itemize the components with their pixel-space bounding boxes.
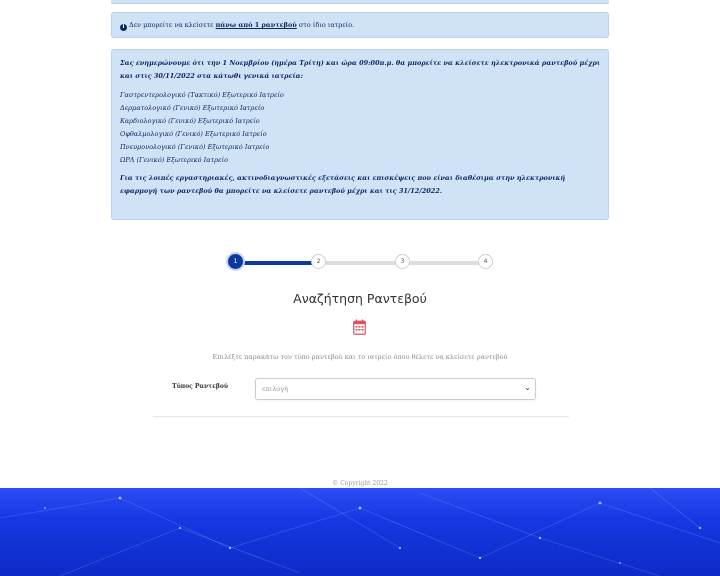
step-3[interactable]: 3	[395, 254, 410, 269]
clinic-list	[120, 89, 600, 167]
step-1[interactable]: 1	[228, 254, 243, 269]
chevron-down-icon: ⌄	[524, 383, 531, 392]
notice-small-link: πάνω από 1 ραντεβού	[215, 21, 297, 29]
progress-stepper	[228, 252, 494, 274]
appointment-type-select[interactable]	[255, 378, 536, 400]
clinic-list-item: Οφθαλμολογικό (Γενικό) Εξωτερικό Ιατρείο	[120, 130, 267, 138]
clinic-list-item: Πνευμονολογικό (Γενικό) Εξωτερικό Ιατρείο	[120, 143, 270, 151]
form-divider	[153, 416, 569, 417]
notice-big-lead: Σας ενημερώνουμε ότι την 1 Νοεμβρίου (ημέρα Τρίτη) και ώρα 09:00π.μ. θα μπορείτε να κλείσετε ηλεκτρονικά ραντεβού μέχρι και στις 30/11/2022 στα κάτωθι γενικά ιατρεία:	[120, 59, 600, 80]
clinic-list-item: Δερματολογικό (Γενικό) Εξωτερικό Ιατρείο	[120, 104, 265, 112]
search-instructions: Επιλέξτε παρακάτω τον τύπο ραντεβού και το ιατρείο όπου θέλετε να κλείσετε ραντεβού	[212, 353, 508, 361]
info-icon: i	[120, 24, 127, 31]
notice-booking-info	[111, 49, 609, 220]
clinic-list-item: ΩΡΛ (Γενικό) Εξωτερικό Ιατρείο	[120, 156, 228, 164]
page-title: Αναζήτηση Ραντεβού	[293, 291, 427, 306]
appointment-type-value: επιλογή	[262, 385, 288, 393]
footer-network-background	[0, 488, 720, 576]
notice-small-text-before: Δεν μπορείτε να κλείσετε	[129, 21, 216, 29]
notice-small-text-after: στο ίδιο ιατρείο.	[296, 21, 355, 29]
notice-big-footer: Για τις λοιπές εργαστηριακές, ακτινοδιαγνωστικές εξετάσεις και επισκέψεις που είναι διαθέσιμα στην ηλεκτρονική εφαρμογή των ραντεβού θα μπορείτε να κλείσετε ραντεβού μέχρι και τις 31/12/2022.	[120, 174, 566, 195]
copyright-text: © Copyright 2022	[332, 480, 388, 487]
step-2[interactable]: 2	[311, 254, 326, 269]
appointment-type-label: Τύπος Ραντεβού	[172, 383, 228, 390]
previous-notice-edge	[111, 0, 609, 4]
clinic-list-item: Καρδιολογικό (Γενικό) Εξωτερικό Ιατρείο	[120, 117, 260, 125]
notice-appointment-limit	[111, 12, 609, 38]
step-4[interactable]: 4	[478, 254, 493, 269]
stepper-track-completed	[236, 261, 319, 265]
clinic-list-item: Γαστρεντερολογικό (Τακτικό) Εξωτερικό Ιατρείο	[120, 91, 284, 99]
calendar-icon	[353, 319, 366, 335]
network-pattern	[0, 488, 720, 576]
